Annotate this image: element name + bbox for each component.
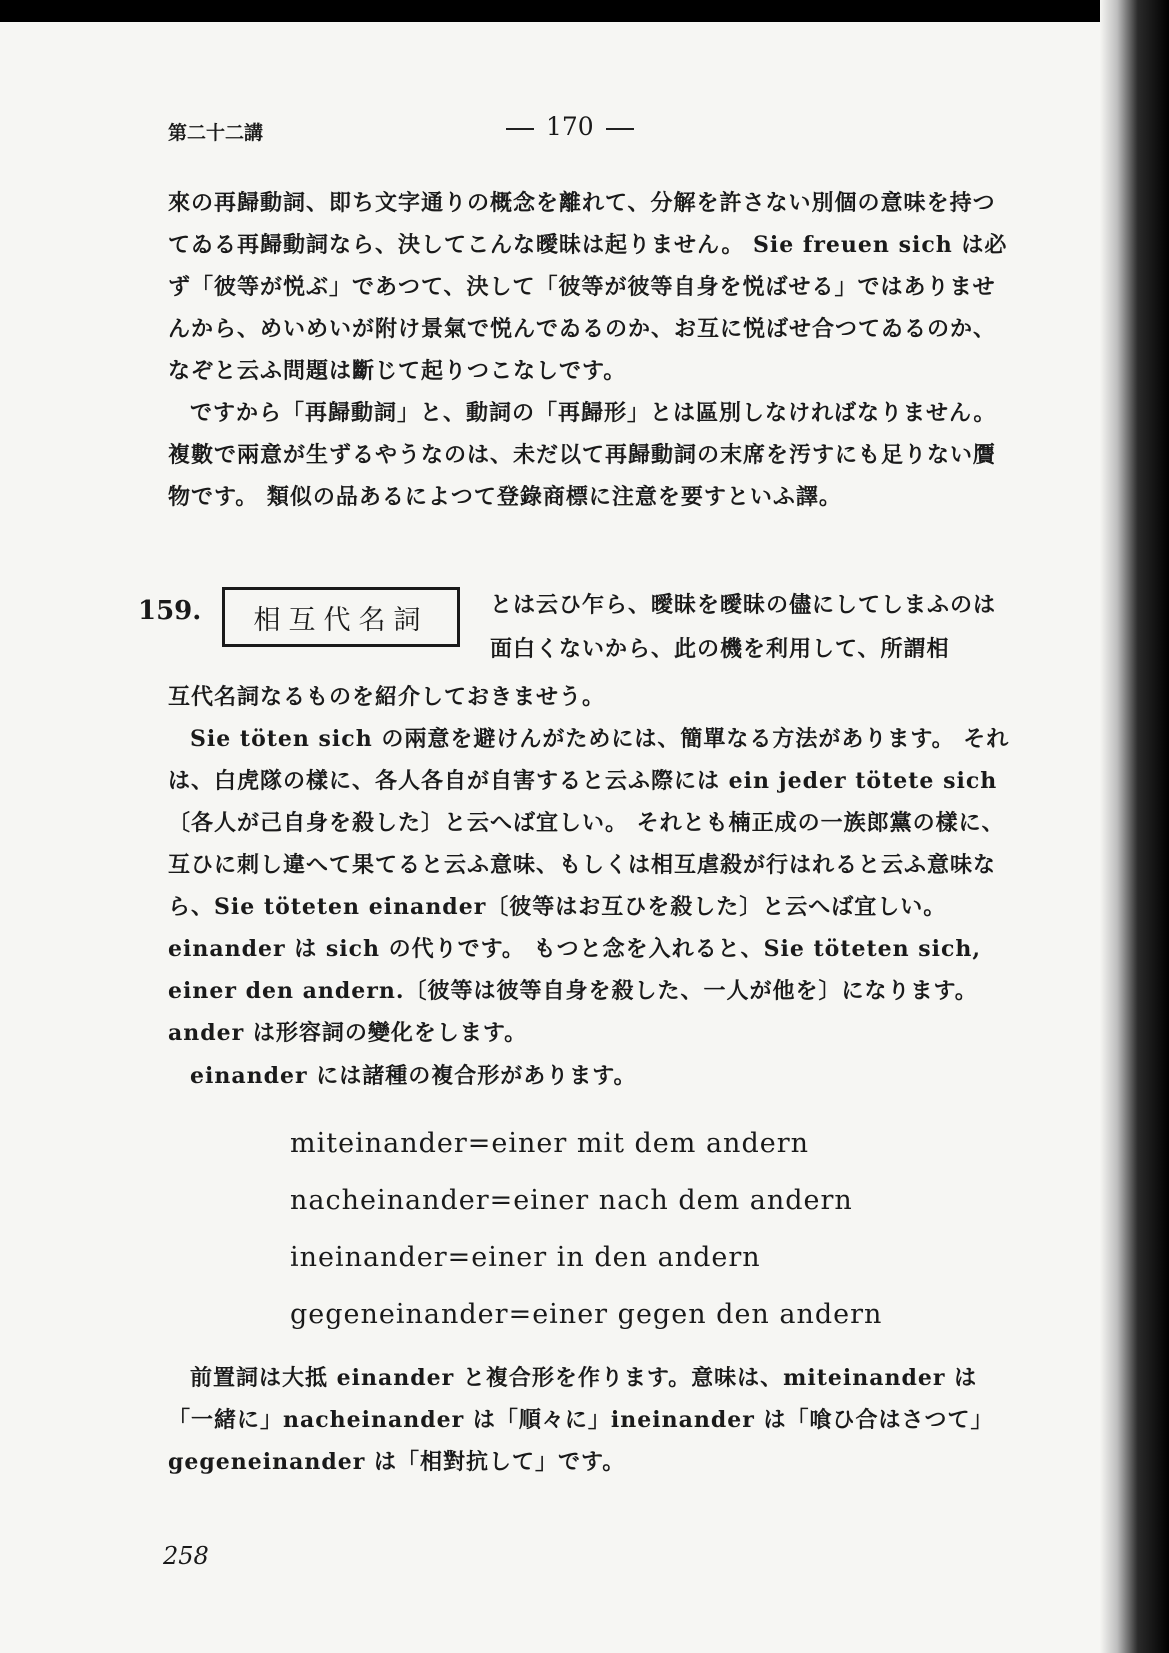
page-number: 258 [163,1542,209,1570]
paragraph-1: 來の再歸動詞、即ち文字通りの概念を離れて、分解を許さない別個の意味を持つてゐる再歸動詞なら、決してこんな曖昧は起りません。 Sie freuen sich は必ず「彼等が悦ぶ」であつて、決して「彼等が彼等自身を悦ばせる」ではありませんから、めいめいが附け景氣で悦んでゐるのか、お互に悦ばせ合つてゐるのか、なぞと云ふ問題は斷じて起りつこなしです。 [168,190,1008,384]
formula-line: ineinander=einer in den andern [290,1242,761,1273]
formula-line: gegeneinander=einer gegen den andern [290,1299,883,1330]
folio-number: 170 [546,112,594,141]
paragraph-2: ですから「再歸動詞」と、動詞の「再歸形」とは區別しなければなりません。複數で兩意が生ずるやうなのは、未だ以て再歸動詞の末席を汚すにも足りない贋物です。 類似の品あるによつて登錄商標に注意を要すといふ譯。 [168,400,997,510]
formula-line: miteinander=einer mit dem andern [290,1128,810,1159]
section-title-box [222,587,460,647]
closing-paragraph: 前置詞は大抵 einander と複合形を作ります。意味は、miteinander は「一緒に」nacheinander は「順々に」ineinander は「喰ひ合はさつて」gegeneinander は「相對抗して」です。 [168,1365,994,1475]
section-title: 相互代名詞 [253,604,429,636]
folio-dash-left [506,128,534,130]
page-edge-shadow [1100,0,1169,1653]
section-intro-continued: 互代名詞なるものを紹介しておきませう。 [168,684,606,710]
body-paragraph-2: einander には諸種の複合形があります。 [190,1063,637,1089]
section-number: 159. [138,596,202,626]
folio-dash-right [606,128,634,130]
running-head: 第二十二講 [168,122,264,144]
body-paragraph-1: Sie töten sich の兩意を避けんがためには、簡單なる方法があります。 それは、白虎隊の樣に、各人各自が自害すると云ふ際には ein jeder tötete sich〔各人が己自身を殺した〕と云へば宜しい。 それとも楠正成の一族郎黨の樣に、互ひに刺し違へて果てると云ふ意味、もしくは相互虐殺が行はれると云ふ意味なら、Sie töteten einander〔彼等はお互ひを殺した〕と云へば宜しい。einander は sich の代りです。 もつと念を入れると、Sie töteten sich, einer den andern.〔彼等は彼等自身を殺した、一人が他を〕になります。 ander は形容詞の變化をします。 [168,726,1010,1046]
folio [494,112,646,141]
formula-line: nacheinander=einer nach dem andern [290,1185,853,1216]
section-intro: とは云ひ乍ら、曖昧を曖昧の儘にしてしまふのは面白くないから、此の機を利用して、所謂相 [490,592,997,662]
